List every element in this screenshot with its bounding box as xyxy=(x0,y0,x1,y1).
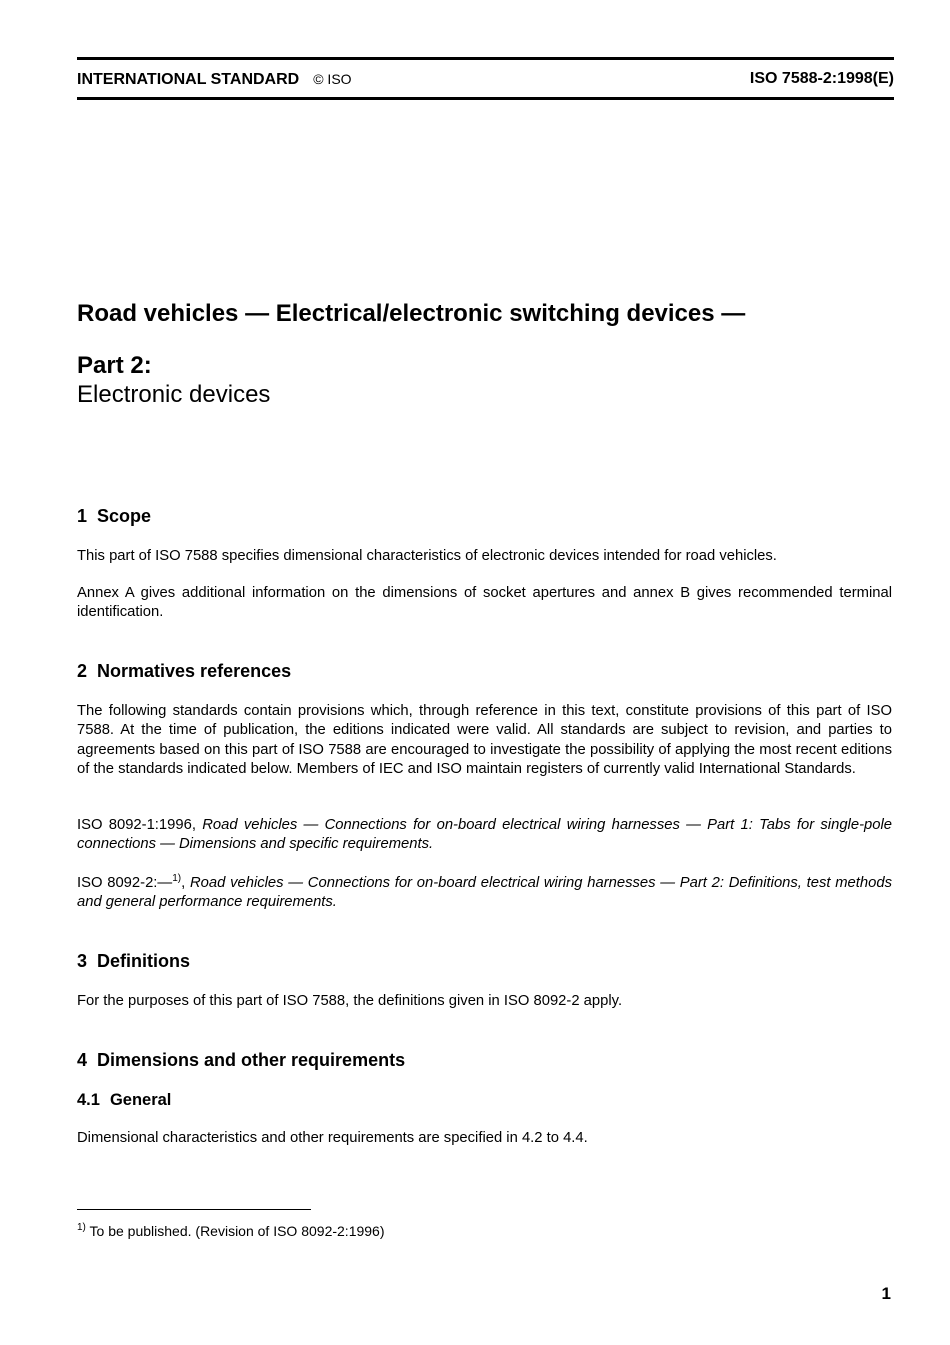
subsection-title: General xyxy=(109,1091,172,1109)
footnote-separator xyxy=(77,1209,311,1210)
scope-paragraph-1: This part of ISO 7588 specifies dimensional characteristics of electronic devices intended for road vehicles. xyxy=(77,548,777,564)
normative-reference-item xyxy=(77,816,892,855)
reference-title: Road vehicles — Connections for on-board electrical wiring harnesses — Part 1: Tabs for single-pole connections — Dimensions and specific requirements. xyxy=(77,817,892,853)
scope-paragraph-2: Annex A gives additional information on the dimensions of socket apertures and annex B gives recommended terminal identification. xyxy=(77,585,892,621)
general-paragraph: Dimensional characteristics and other requirements are specified in 4.2 to 4.4. xyxy=(77,1130,588,1146)
section-title: Normatives references xyxy=(97,661,292,681)
section-number: 1 xyxy=(77,506,88,526)
footnote-text: To be published. (Revision of ISO 8092-2:1996) xyxy=(89,1223,385,1239)
reference-title: Road vehicles — Connections for on-board electrical wiring harnesses — Part 2: Definitions, test methods and general performance requirements. xyxy=(77,875,892,911)
header-doc-id: ISO 7588-2:1998(E) xyxy=(749,70,894,87)
section-heading-dimensions xyxy=(77,1049,405,1071)
reference-separator: , xyxy=(181,875,186,891)
header-bottom-rule xyxy=(77,97,894,100)
definitions-paragraph: For the purposes of this part of ISO 7588, the definitions given in ISO 8092-2 apply. xyxy=(77,993,623,1009)
part-label: Part 2: xyxy=(77,352,152,379)
header-copyright: © ISO xyxy=(313,71,352,87)
footnote-number: 1) xyxy=(77,1222,86,1233)
section-heading-definitions xyxy=(77,950,190,972)
footnote-marker[interactable]: 1) xyxy=(172,873,182,884)
reference-id: ISO 8092-2:— xyxy=(77,875,173,891)
header-doc-type-label: INTERNATIONAL STANDARD xyxy=(77,71,300,88)
reference-id: ISO 8092-1:1996, xyxy=(77,817,196,833)
section-title: Scope xyxy=(97,506,152,526)
section-title: Dimensions and other requirements xyxy=(97,1050,406,1070)
subsection-heading-general xyxy=(77,1090,171,1110)
normative-reference-item xyxy=(77,874,892,913)
section-heading-normative-references xyxy=(77,660,291,682)
section-number: 3 xyxy=(77,951,88,971)
section-number: 2 xyxy=(77,661,88,681)
document-title: Road vehicles — Electrical/electronic switching devices — xyxy=(77,300,746,327)
header-top-rule xyxy=(77,57,894,60)
section-heading-scope xyxy=(77,505,151,527)
header-doc-type xyxy=(77,69,352,90)
section-title: Definitions xyxy=(97,951,191,971)
subsection-number: 4.1 xyxy=(77,1091,100,1109)
page-number: 1 xyxy=(881,1284,891,1303)
section-number: 4 xyxy=(77,1050,88,1070)
footnote xyxy=(77,1222,385,1240)
normative-intro-paragraph: The following standards contain provisions which, through reference in this text, constitute provisions of this part of ISO 7588. At the time of publication, the editions indicated were valid. All standards are subject to revision, and parties to agreements based on this part of ISO 7588 are encouraged to investigate the possibility of applying the most recent editions of the standards indicated below. Members of IEC and ISO maintain registers of currently valid International Standards. xyxy=(77,703,892,777)
part-title: Electronic devices xyxy=(77,381,271,408)
